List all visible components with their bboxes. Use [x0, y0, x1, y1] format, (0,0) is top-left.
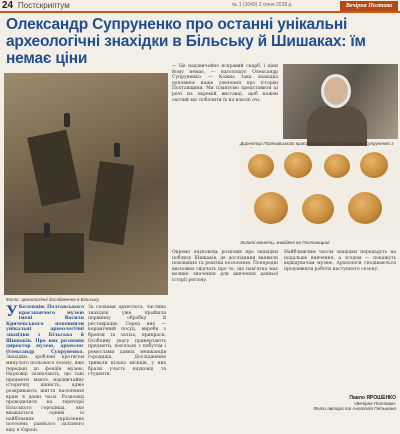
- headline: Олександр Супруненко про останні унікальні археологічні знахідки в Більську й Шишаках: їм немає ціни: [6, 16, 366, 67]
- portrait-caption: Директор Полтавського краєзнавчого музею Олександр Супруненко з: [240, 141, 394, 146]
- portrait-photo: [283, 64, 398, 139]
- coins-caption: Золоті монети, знайдені на Полтавщині: [240, 240, 330, 245]
- article-col-4: [172, 250, 278, 425]
- article-col-1: [6, 303, 84, 434]
- rubric: Постскриптум: [18, 1, 70, 10]
- article-text: Найближчим часом знахідки передадуть на подальше вивчення, а згодом — покажуть відвідувачам музею. Археологи сподіваються продовжити роботи наступного сезону.: [284, 250, 396, 272]
- photo-credit: Фото автора та Анатолія Гетьмана: [313, 406, 396, 411]
- header-bar: [0, 0, 400, 13]
- article-text: Знахідки, зроблені протягом минулого польового сезону, вже передані до фондів музею. Науковці зазначають, що такі предмети мають надзвичайну історичну цінність, адже розкривають життя населення краю в давні часи. Розкопки проводилися на території Більського городища, яке вважається одним із найбільших укріплених поселень раннього залізного віку в Європі.: [6, 355, 84, 434]
- article-lead: Колекцію Полтавського краєзнавчого музею імені Василя Кричевського поповнили унікальні археологічні знахідки з Більська й Шишаків. Про них розповів директор музею, археолог Олександр Супруненко.: [6, 305, 84, 355]
- author-name: Павло ЯРОШЕНКО: [349, 395, 396, 401]
- article-text: Окремо науковець розповів про знахідки поблизу Шишаків, де дослідники виявили поховання та рештки поселення. Попередні висновки свідчать про те, що пам'ятка має велике значення для вивчення давньої історії регіону.: [172, 250, 278, 283]
- excavation-photo: [4, 73, 168, 295]
- page-number: 24: [2, 0, 14, 11]
- article-col-2: [88, 305, 166, 425]
- drop-cap: У: [6, 303, 18, 320]
- author-note: «Вечірня Полтава»: [353, 401, 396, 406]
- article-col-5: [284, 250, 396, 390]
- masthead-logo: Вечірня Полтава: [340, 1, 398, 11]
- article-text: За словами археолога, частина знахідок уже пройшла первинну обробку й реставрацію. Серед них — керамічний посуд, вироби з бронзи та заліза, прикраси. Особливу увагу привертають предмети, пов'язані з побутом і ремеслами давніх мешканців городища. Дослідження тривали кілька місяців, у них брали участь науковці та студенти.: [88, 305, 166, 378]
- coins-photo: [240, 148, 398, 238]
- main-photo-caption: Фото: археологічні дослідження в Більську.: [6, 297, 100, 302]
- byline: [284, 395, 396, 411]
- issue-info: № 1 (1049) 2 січня 2018 р.: [232, 2, 293, 8]
- article-text: — Це надзвичайно яскравий скарб, і ціни йому немає, — наголошує Олександр Супруненко. — Кожна така знахідка доповнює наше уявлення про історію Полтавщини. Ми плануємо представити ці речі на окремій виставці, щоб кожен охочий міг побачити їх на власні очі.: [172, 64, 278, 103]
